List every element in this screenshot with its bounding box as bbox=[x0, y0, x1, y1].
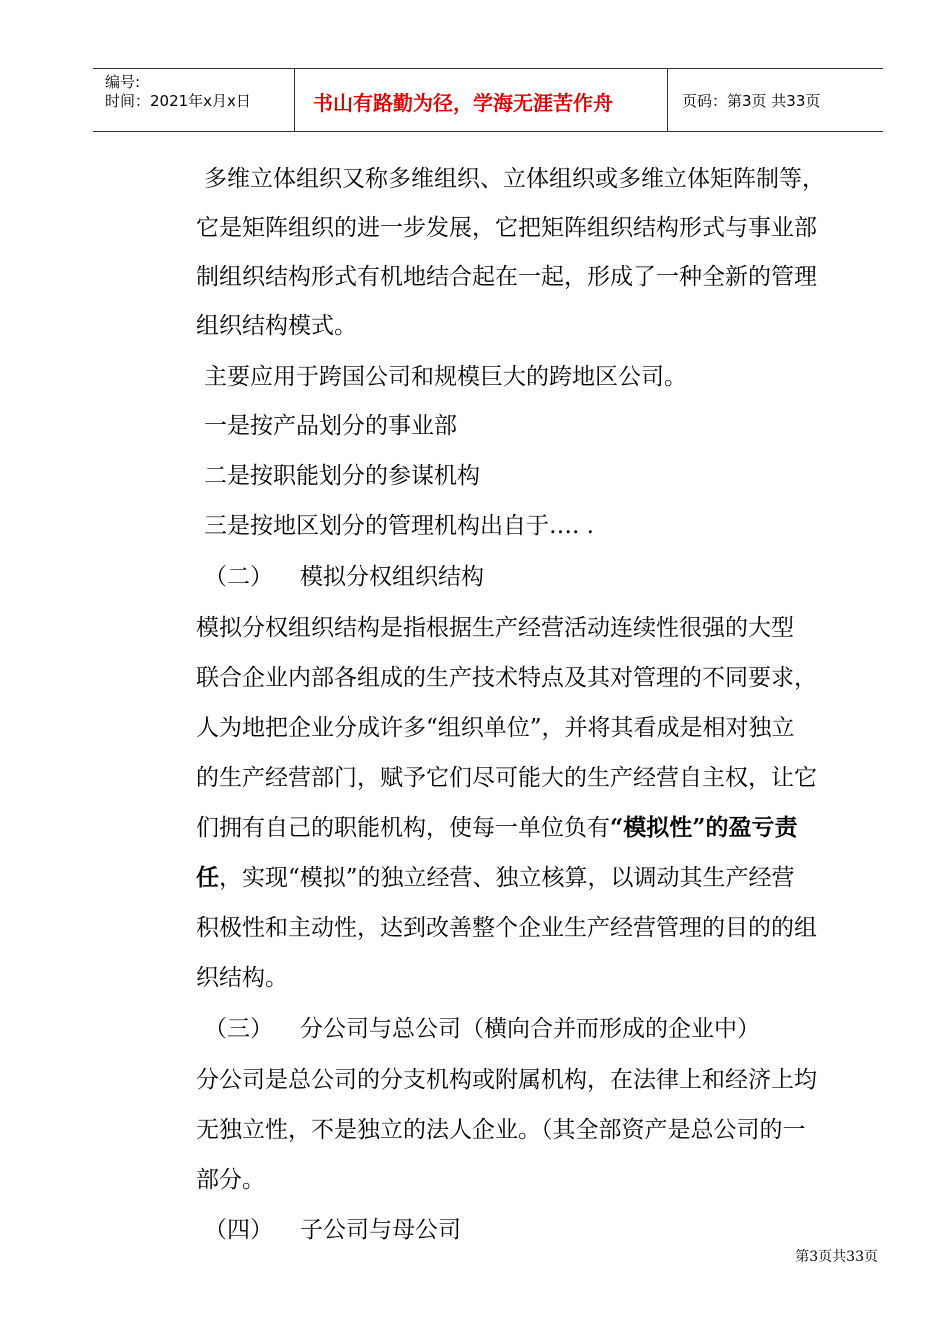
paragraph-line bbox=[196, 813, 797, 843]
section-title: 分公司与总公司（横向合并而形成的企业中） bbox=[300, 1016, 760, 1042]
list-item: 三是按地区划分的管理机构出自于…. . bbox=[204, 513, 594, 539]
paragraph-line: 织结构。 bbox=[196, 965, 288, 991]
paragraph-line: 的生产经营部门，赋予它们尽可能大的生产经营自主权，让它 bbox=[196, 765, 817, 791]
section-number: （二） bbox=[204, 564, 273, 590]
paragraph-line: 分公司是总公司的分支机构或附属机构，在法律上和经济上均 bbox=[196, 1067, 817, 1093]
document-header bbox=[93, 68, 883, 132]
section-heading bbox=[204, 1215, 461, 1245]
text-segment: ，实现“模拟”的独立经营、独立核算，以调动其生产经营 bbox=[219, 865, 795, 891]
paragraph-line: 联合企业内部各组成的生产技术特点及其对管理的不同要求， bbox=[196, 665, 817, 691]
paragraph-line: 积极性和主动性，达到改善整个企业生产经营管理的目的的组 bbox=[196, 915, 817, 941]
paragraph-line: 无独立性，不是独立的法人企业。（其全部资产是总公司的一 bbox=[196, 1117, 806, 1143]
page-footer: 第3页共33页 bbox=[795, 1249, 878, 1265]
paragraph-line: 部分。 bbox=[196, 1167, 265, 1193]
page-label: 页码：第3页 共33页 bbox=[682, 92, 821, 110]
paragraph-line: 制组织结构形式有机地结合起在一起，形成了一种全新的管理 bbox=[196, 264, 817, 290]
paragraph-line: 组织结构模式。 bbox=[196, 313, 357, 339]
number-label: 编号: bbox=[105, 73, 141, 91]
header-page-cell bbox=[668, 69, 883, 131]
paragraph-line: 多维立体组织又称多维组织、立体组织或多维立体矩阵制等， bbox=[204, 166, 825, 192]
paragraph-line bbox=[196, 863, 795, 893]
paragraph-line: 它是矩阵组织的进一步发展，它把矩阵组织结构形式与事业部 bbox=[196, 215, 817, 241]
bold-text-segment: 任 bbox=[196, 864, 219, 891]
paragraph-line: 主要应用于跨国公司和规模巨大的跨地区公司。 bbox=[204, 364, 687, 390]
text-segment: 们拥有自己的职能机构，使每一单位负有 bbox=[196, 815, 610, 841]
motto-text: 书山有路勤为径，学海无涯苦作舟 bbox=[313, 91, 613, 115]
time-label: 时间：2021年x月x日 bbox=[105, 92, 251, 110]
bold-text-segment: “模拟性”的盈亏责 bbox=[610, 814, 798, 841]
header-info-cell bbox=[93, 69, 295, 131]
list-item: 一是按产品划分的事业部 bbox=[204, 413, 457, 439]
section-title: 子公司与母公司 bbox=[300, 1217, 461, 1243]
paragraph-line: 模拟分权组织结构是指根据生产经营活动连续性很强的大型 bbox=[196, 615, 794, 641]
list-item: 二是按职能划分的参谋机构 bbox=[204, 463, 480, 489]
section-heading bbox=[204, 1014, 760, 1044]
section-number: （三） bbox=[204, 1016, 273, 1042]
section-title: 模拟分权组织结构 bbox=[300, 564, 484, 590]
paragraph-line: 人为地把企业分成许多“组织单位”，并将其看成是相对独立 bbox=[196, 715, 795, 741]
section-number: （四） bbox=[204, 1217, 273, 1243]
header-motto-cell bbox=[295, 69, 668, 131]
section-heading bbox=[204, 562, 484, 592]
